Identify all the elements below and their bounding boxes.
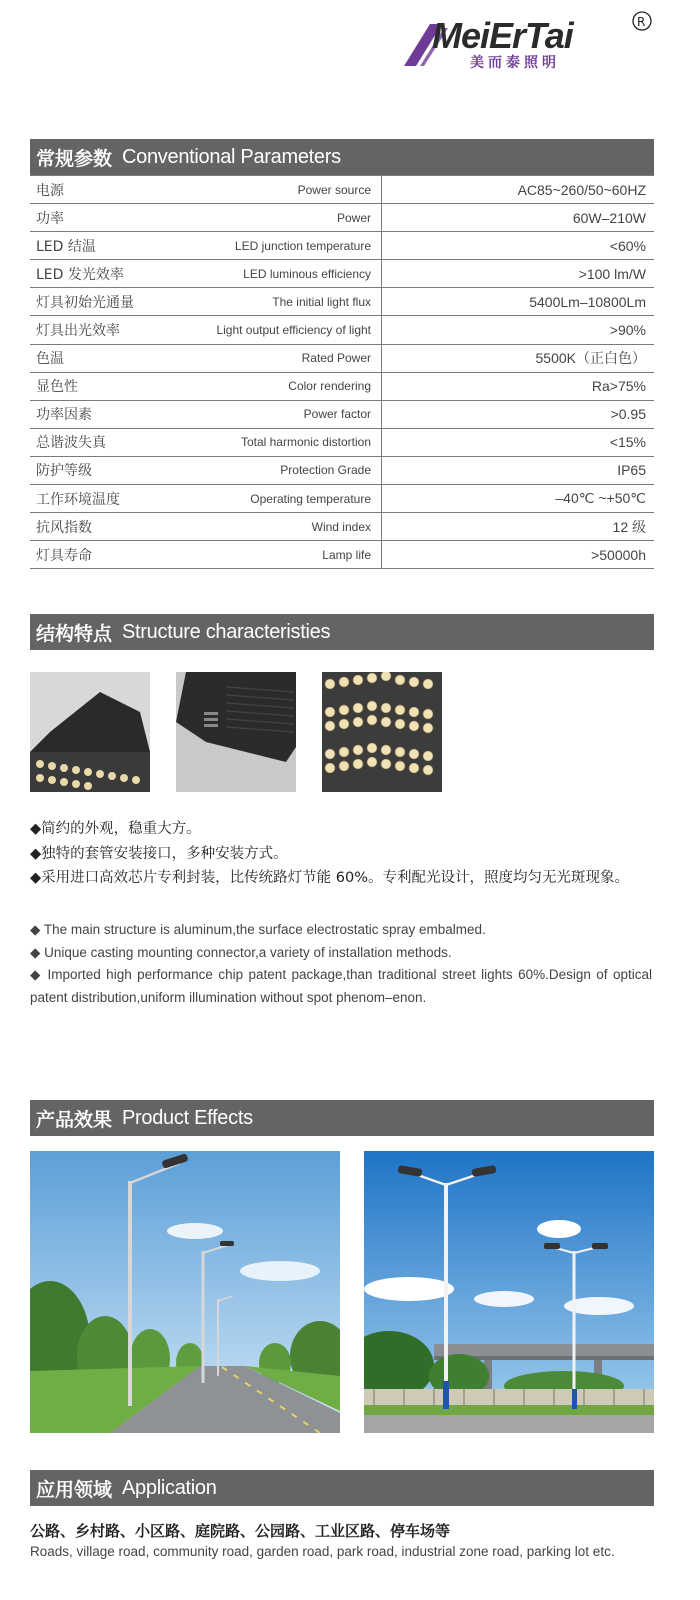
param-row	[30, 373, 654, 401]
section-title-cn: 常规参数	[36, 147, 113, 170]
param-row	[30, 316, 654, 344]
parameters-table	[30, 175, 654, 569]
structure-feature-en-2: ◆ Unique casting mounting connector,a variety of installation methods.	[30, 945, 452, 960]
param-name-cn: 防护等级	[36, 463, 92, 480]
param-label-cell	[30, 176, 382, 203]
section-header-application	[30, 1470, 654, 1506]
section-header-effects	[30, 1100, 654, 1136]
section-header-structure	[30, 614, 654, 650]
param-row	[30, 260, 654, 288]
param-name-en: Protection Grade	[280, 463, 371, 478]
param-name-en: Power	[336, 210, 371, 225]
param-value: 60W–210W	[572, 209, 646, 226]
param-name-cn: 总谐波失真	[36, 435, 106, 452]
section-title-en: Product Effects	[122, 1106, 253, 1129]
section-title-cn: 应用领域	[36, 1478, 113, 1501]
param-value: IP65	[617, 462, 646, 479]
application-text-en: Roads, village road, community road, garden road, park road, industrial zone road, parking lot etc.	[30, 1544, 615, 1559]
param-row	[30, 401, 654, 429]
section-title-cn: 结构特点	[36, 622, 113, 645]
param-value: >100 lm/W	[578, 265, 646, 282]
param-value: <15%	[609, 434, 646, 451]
param-name-en: Light output efficiency of light	[216, 323, 371, 338]
section-header-params	[30, 139, 654, 175]
param-value: >0.95	[610, 406, 646, 423]
param-value: –40℃ ~+50℃	[555, 490, 646, 507]
param-name-en: Power factor	[303, 407, 371, 422]
section-title-en: Conventional Parameters	[122, 145, 341, 168]
application-text-cn: 公路、乡村路、小区路、庭院路、公园路、工业区路、停车场等	[30, 1522, 451, 1540]
structure-feature-cn-3: ◆采用进口高效芯片专利封装，比传统路灯节能 60%。专利配光设计，照度均匀无光斑现象。	[30, 870, 629, 886]
section-title-cn: 产品效果	[36, 1108, 113, 1131]
param-name-cn: 工作环境温度	[36, 491, 120, 508]
param-name-cn: 功率因素	[36, 407, 92, 424]
section-title-en: Structure characteristies	[122, 620, 331, 643]
param-name-en: Lamp life	[322, 547, 371, 562]
param-label-cell	[30, 204, 382, 231]
product-effect-photo-overpass	[364, 1151, 654, 1433]
product-effect-photo-road	[30, 1151, 340, 1433]
param-label-cell	[30, 316, 382, 343]
param-value: <60%	[609, 237, 646, 254]
param-value: AC85~260/50~60HZ	[517, 181, 646, 198]
param-row	[30, 429, 654, 457]
param-label-cell	[30, 260, 382, 287]
param-name-cn: 灯具寿命	[36, 547, 92, 564]
param-name-cn: 色温	[36, 351, 64, 368]
param-name-cn: 抗风指数	[36, 519, 92, 536]
param-label-cell	[30, 485, 382, 512]
param-row	[30, 485, 654, 513]
structure-feature-cn-2: ◆独特的套管安装接口，多种安装方式。	[30, 846, 288, 862]
param-row	[30, 345, 654, 373]
param-value: >90%	[609, 322, 646, 339]
param-label-cell	[30, 401, 382, 428]
param-name-en: The initial light flux	[272, 294, 371, 309]
param-name-en: Color rendering	[288, 379, 371, 394]
structure-feature-en-1: ◆ The main structure is aluminum,the surface electrostatic spray embalmed.	[30, 922, 486, 937]
param-name-cn: LED 发光效率	[36, 266, 124, 283]
param-name-cn: LED 结温	[36, 238, 96, 255]
param-name-en: Total harmonic distortion	[240, 435, 371, 450]
param-name-en: LED junction temperature	[234, 238, 371, 253]
param-label-cell	[30, 345, 382, 372]
section-title-en: Application	[122, 1476, 217, 1499]
param-label-cell	[30, 457, 382, 484]
svg-text:MeiErTai: MeiErTai	[432, 15, 573, 56]
param-name-cn: 灯具初始光通量	[36, 294, 134, 311]
param-row	[30, 288, 654, 316]
param-label-cell	[30, 288, 382, 315]
structure-image-connector	[176, 672, 296, 792]
param-row	[30, 232, 654, 260]
brand-name-cn: 美而泰照明	[470, 55, 560, 71]
param-name-en: Operating temperature	[250, 491, 371, 506]
param-name-cn: 灯具出光效率	[36, 323, 120, 340]
param-row	[30, 457, 654, 485]
param-label-cell	[30, 232, 382, 259]
param-label-cell	[30, 429, 382, 456]
param-name-cn: 电源	[36, 182, 64, 199]
param-value: 5400Lm–10800Lm	[529, 293, 646, 310]
param-name-cn: 功率	[36, 210, 64, 227]
param-row	[30, 513, 654, 541]
param-label-cell	[30, 541, 382, 568]
param-name-en: LED luminous efficiency	[243, 266, 371, 281]
param-value: Ra>75%	[591, 378, 646, 395]
param-name-cn: 显色性	[36, 379, 78, 396]
structure-feature-en-3: ◆ Imported high performance chip patent package,than traditional street lights 60%.Design of optical patent distribution,uniform illumination without spot phenom–enon.	[30, 967, 652, 1005]
param-value: >50000h	[591, 546, 646, 563]
param-name-en: Wind index	[311, 519, 371, 534]
structure-image-led-array	[322, 672, 442, 792]
param-value: 5500K（正白色）	[535, 350, 646, 367]
structure-image-housing	[30, 672, 150, 792]
structure-feature-cn-1: ◆简约的外观，稳重大方。	[30, 821, 201, 837]
param-row	[30, 204, 654, 232]
param-row	[30, 541, 654, 569]
svg-text:R: R	[637, 15, 646, 29]
param-label-cell	[30, 373, 382, 400]
param-value: 12 级	[612, 518, 646, 535]
param-name-en: Power source	[297, 182, 371, 197]
param-row	[30, 176, 654, 204]
param-name-en: Rated Power	[301, 351, 371, 366]
param-label-cell	[30, 513, 382, 540]
